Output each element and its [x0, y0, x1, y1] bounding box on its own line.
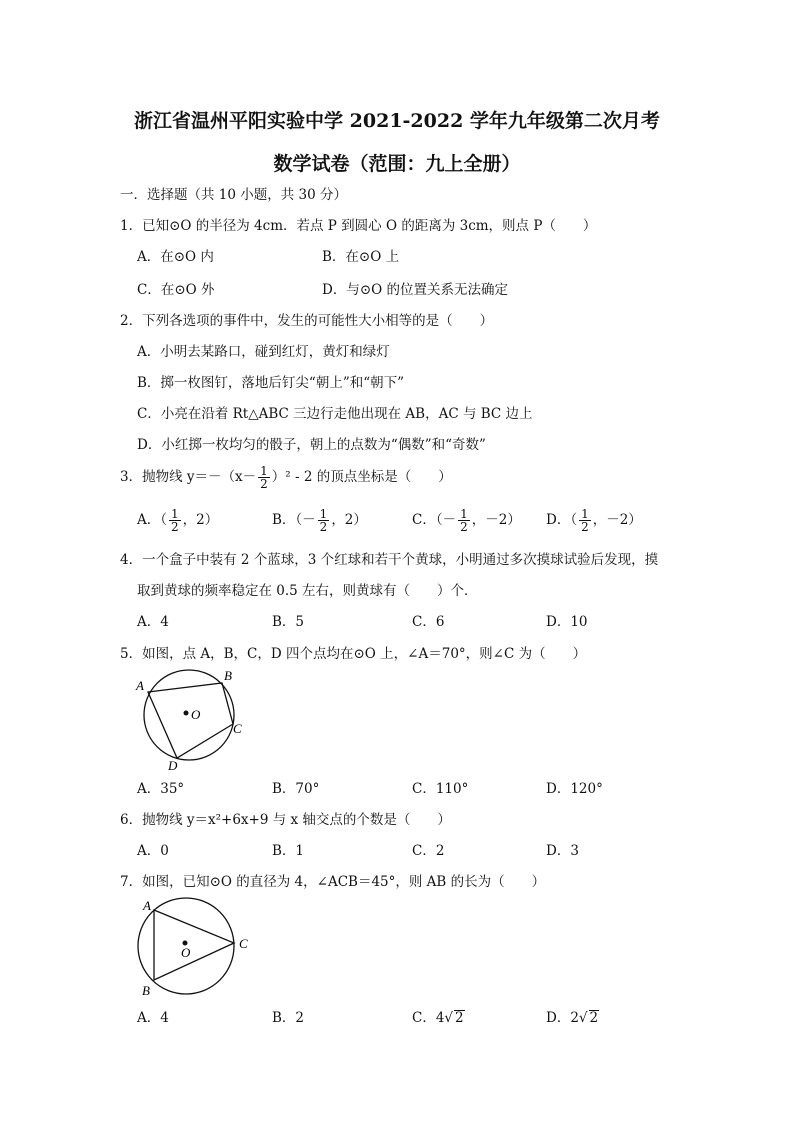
section-heading: 一．选择题（共 10 小题，共 30 分）	[120, 187, 348, 203]
q4-option-a: A．4	[137, 614, 169, 630]
q7-d-radicand: 2	[589, 1010, 599, 1026]
q6-stem: 6．抛物线 y＝x²+6x+9 与 x 轴交点的个数是（ ）	[120, 812, 451, 828]
q7-option-c: C．4√ 2	[412, 1010, 464, 1026]
q6-option-d: D．3	[546, 843, 579, 859]
q2-option-d: D．小红掷一枚均匀的骰子，朝上的点数为“偶数”和“奇数”	[137, 437, 486, 453]
q1-option-b: B．在⊙O 上	[322, 249, 400, 265]
q7-c-radicand: 2	[455, 1010, 464, 1026]
q3-fraction: $\frac{1}{2}$	[260, 464, 268, 491]
q7-label-c: C	[239, 936, 248, 951]
page-title-line2: 数学试卷（范围：九上全册）	[273, 153, 521, 175]
q4-option-d: D．10	[546, 614, 588, 630]
q4-stem-line1: 4．一个盒子中装有 2 个蓝球，3 个红球和若干个黄球，小明通过多次摸球试验后发现，摸	[120, 552, 659, 568]
q7-stem: 7．如图，已知⊙O 的直径为 4，∠ACB＝45°，则 AB 的长为（ ）	[120, 874, 546, 890]
q5-label-b: B	[224, 668, 232, 683]
q5-figure	[130, 668, 250, 774]
q7-option-d: D．2√ 2	[546, 1010, 599, 1026]
q6-option-b: B．1	[272, 843, 305, 859]
q5-center-dot	[184, 711, 189, 716]
q7-label-b: B	[142, 983, 150, 998]
q7-triangle	[154, 910, 234, 980]
q5-label-c: C	[233, 721, 242, 736]
q5-option-c: C．110°	[412, 781, 469, 797]
q1-option-c: C．在⊙O 外	[137, 282, 215, 298]
q4-option-b: B．5	[272, 614, 305, 630]
q3-option-d: D．（ $\frac{1}{2}$ ，－2）	[546, 507, 642, 534]
q5-label-d: D	[168, 758, 178, 773]
q3-option-a: A．（ $\frac{1}{2}$ ，2）	[137, 507, 219, 534]
q5-option-b: B．70°	[272, 781, 320, 797]
q1-option-d: D．与⊙O 的位置关系无法确定	[322, 282, 508, 298]
q5-option-d: D．120°	[546, 781, 603, 797]
q2-option-c: C．小亮在沿着 Rt△ABC 三边行走他出现在 AB，AC 与 BC 边上	[137, 406, 533, 422]
q7-label-o: O	[181, 945, 191, 960]
q5-stem: 5．如图，点 A，B，C，D 四个点均在⊙O 上，∠A＝70°，则∠C 为（ ）	[120, 646, 587, 662]
page-title-line1: 浙江省温州平阳实验中学 2021-2022 学年九年级第二次月考	[134, 110, 660, 132]
q4-stem-line2: 取到黄球的频率稳定在 0.5 左右，则黄球有（ ）个．	[137, 583, 478, 599]
q6-option-a: A．0	[137, 843, 169, 859]
q7-label-a: A	[143, 898, 151, 913]
q7-figure	[133, 896, 258, 1000]
q3-option-c: C．（－ $\frac{1}{2}$ ，－2）	[412, 507, 521, 534]
q5-option-a: A．35°	[137, 781, 185, 797]
q7-option-b: B．2	[272, 1010, 305, 1026]
q3-stem	[120, 464, 452, 490]
q3-option-b: B．（－ $\frac{1}{2}$ ，2）	[272, 507, 367, 534]
q5-label-o: O	[191, 707, 201, 722]
q1-stem: 1．已知⊙O 的半径为 4cm．若点 P 到圆心 O 的距离为 3cm，则点 P（ ）	[120, 218, 597, 234]
q2-stem: 2．下列各选项的事件中，发生的可能性大小相等的是（ ）	[120, 313, 494, 329]
q2-option-a: A．小明去某路口，碰到红灯，黄灯和绿灯	[137, 344, 390, 360]
q4-option-c: C．6	[412, 614, 445, 630]
q1-option-a: A．在⊙O 内	[137, 249, 214, 265]
q6-option-c: C．2	[412, 843, 445, 859]
q7-option-a: A．4	[137, 1010, 169, 1026]
q5-label-a: A	[136, 678, 144, 693]
q2-option-b: B．掷一枚图钉，落地后钉尖“朝上”和“朝下”	[137, 375, 405, 391]
q3-stem-post: ）² - 2 的顶点坐标是（ ）	[271, 469, 452, 485]
q3-stem-pre: 3．抛物线 y＝－（x－	[120, 469, 257, 485]
